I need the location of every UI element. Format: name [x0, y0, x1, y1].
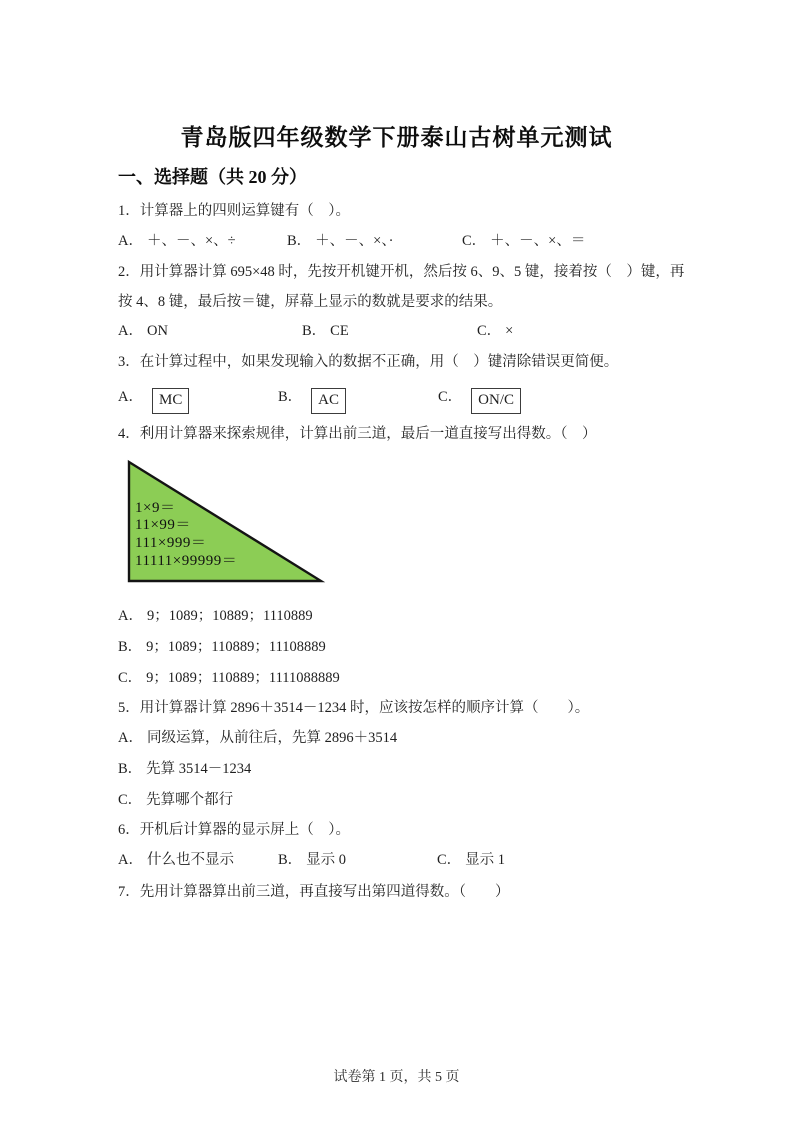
option-label: A．	[118, 233, 143, 249]
option-text: ＋、－、×、÷	[146, 233, 236, 249]
option-text: 显示 0	[306, 852, 347, 868]
option-label: B．	[278, 389, 303, 405]
q3-option-c	[438, 385, 521, 411]
option-label: A．	[118, 852, 143, 868]
option-label: A．	[118, 323, 143, 339]
calculator-key-ac: AC	[311, 388, 346, 414]
triangle-line-3: 111×999＝	[135, 535, 207, 551]
option-label: C．	[118, 792, 143, 808]
question-1-text: 1．计算器上的四则运算键有（ ）。	[118, 203, 350, 219]
q1-option-a	[118, 231, 236, 251]
option-label: A．	[118, 389, 143, 405]
option-text: ＋、－、×、＝	[490, 233, 586, 249]
option-label: B．	[278, 852, 303, 868]
q2-option-b	[302, 321, 349, 341]
question-2-text-line2: 按 4、8 键，最后按＝键，屏幕上显示的数就是要求的结果。	[118, 294, 503, 310]
calculator-key-mc: MC	[152, 388, 189, 414]
option-label: B．	[118, 639, 143, 655]
option-label: A．	[118, 730, 143, 746]
question-7-text: 7．先用计算器算出前三道，再直接写出第四道得数。（ ）	[118, 884, 510, 900]
calculator-key-onc: ON/C	[471, 388, 521, 414]
option-label: C．	[438, 389, 463, 405]
triangle-svg	[127, 458, 329, 588]
option-label: B．	[302, 323, 327, 339]
q1-option-c	[462, 231, 585, 251]
option-label: C．	[118, 670, 143, 686]
option-text: 先算 3514－1234	[146, 761, 252, 777]
option-label: B．	[118, 761, 143, 777]
q3-option-b	[278, 385, 346, 411]
option-label: A．	[118, 608, 143, 624]
option-label: C．	[477, 323, 502, 339]
page-title: 青岛版四年级数学下册泰山古树单元测试	[180, 125, 613, 150]
q5-option-a	[0, 728, 793, 748]
question-5-text: 5．用计算器计算 2896＋3514－1234 时，应该按怎样的顺序计算（ ）。	[118, 700, 590, 716]
question-3-text: 3．在计算过程中，如果发现输入的数据不正确，用（ ）键清除错误更简便。	[118, 354, 619, 370]
q1-option-b	[287, 231, 393, 251]
q4-option-b	[0, 637, 793, 657]
q6-option-a	[118, 850, 234, 870]
option-text: ×	[505, 323, 514, 339]
q6-option-c	[437, 850, 505, 870]
triangle-line-4: 11111×99999＝	[135, 553, 238, 569]
q4-option-c	[0, 668, 793, 688]
option-text: 9；1089；10889；1110889	[146, 608, 313, 624]
option-text: 什么也不显示	[146, 852, 234, 868]
section-heading: 一、选择题（共 20 分）	[118, 167, 307, 187]
triangle-line-1: 1×9＝	[135, 500, 176, 516]
option-text: CE	[330, 323, 349, 339]
option-label: C．	[437, 852, 462, 868]
option-text: 同级运算，从前往后，先算 2896＋3514	[146, 730, 398, 746]
q6-option-b	[278, 850, 346, 870]
question-6-text: 6．开机后计算器的显示屏上（ ）。	[118, 822, 350, 838]
q5-option-b	[0, 759, 793, 779]
pattern-triangle-figure	[127, 458, 329, 588]
question-2-text-line1: 2．用计算器计算 695×48 时，先按开机键开机，然后按 6、9、5 键，接着按（ ）键，再	[118, 264, 685, 280]
option-text: 9；1089；110889；11108889	[146, 639, 326, 655]
option-label: B．	[287, 233, 312, 249]
option-text: 先算哪个都行	[146, 792, 234, 808]
q2-option-c	[477, 321, 513, 341]
page-footer: 试卷第 1 页，共 5 页	[333, 1070, 460, 1085]
q5-option-c	[0, 790, 793, 810]
q2-option-a	[118, 321, 168, 341]
option-text: 9；1089；110889；1111088889	[146, 670, 340, 686]
option-text: ON	[146, 323, 168, 339]
option-text: ＋、－、×、·	[315, 233, 394, 249]
triangle-line-2: 11×99＝	[135, 517, 191, 533]
option-label: C．	[462, 233, 487, 249]
q3-option-a	[118, 385, 189, 411]
question-4-text: 4．利用计算器来探索规律，计算出前三道，最后一道直接写出得数。（ ）	[118, 426, 597, 442]
option-text: 显示 1	[465, 852, 506, 868]
q4-option-a	[0, 606, 793, 626]
